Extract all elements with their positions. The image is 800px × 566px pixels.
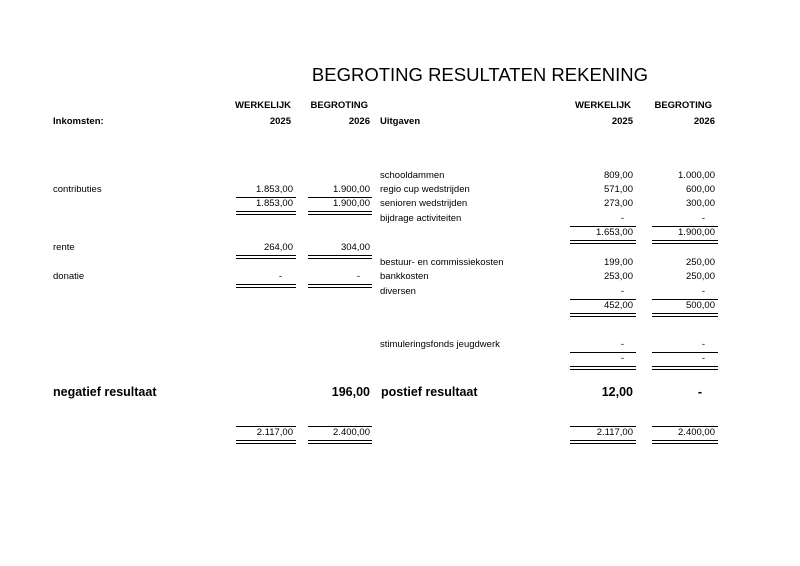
value-rente-begroting: 304,00 [340, 242, 370, 253]
value-schooldammen-werkelijk: 809,00 [603, 170, 633, 181]
header-begroting-left: BEGROTING [310, 100, 368, 111]
value-subtotal2-begroting: 500,00 [685, 300, 715, 311]
header-begroting-right: BEGROTING [654, 100, 712, 111]
double-underline [652, 366, 718, 370]
page-title: BEGROTING RESULTATEN REKENING [311, 64, 649, 85]
header-year-2025-right: 2025 [611, 116, 633, 127]
double-underline [570, 366, 636, 370]
double-underline [308, 440, 372, 444]
value-subtotal1-begroting: 1.900,00 [678, 227, 715, 238]
value-diversen-begroting: - [701, 286, 705, 297]
header-uitgaven: Uitgaven [380, 116, 421, 127]
value-subtotal3-werkelijk: - [620, 353, 624, 364]
value-bankkosten-werkelijk: 253,00 [603, 271, 633, 282]
value-stimulering-werkelijk: - [620, 339, 624, 350]
value-contributies-werkelijk: 1.853,00 [256, 184, 293, 195]
value-diversen-werkelijk: - [620, 286, 624, 297]
value-total-inkomsten-begroting: 2.400,00 [333, 427, 370, 438]
label-rente: rente [53, 242, 75, 253]
label-diversen: diversen [380, 286, 416, 297]
value-total-uitgaven-werkelijk: 2.117,00 [596, 427, 633, 438]
value-contributies-subtotal-werkelijk: 1.853,00 [256, 198, 293, 209]
value-donatie-werkelijk: - [278, 271, 282, 282]
double-underline [236, 284, 296, 288]
header-werkelijk-left: WERKELIJK [235, 100, 291, 111]
value-bijdrage-begroting: - [701, 213, 705, 224]
value-donatie-begroting: - [356, 271, 360, 282]
value-negatief-resultaat: 196,00 [331, 385, 370, 399]
double-underline [308, 211, 372, 215]
value-contributies-subtotal-begroting: 1.900,00 [333, 198, 370, 209]
value-total-uitgaven-begroting: 2.400,00 [678, 427, 715, 438]
label-bankkosten: bankkosten [380, 271, 429, 282]
label-schooldammen: schooldammen [380, 170, 445, 181]
double-underline [570, 440, 636, 444]
value-subtotal1-werkelijk: 1.653,00 [596, 227, 633, 238]
value-stimulering-begroting: - [701, 339, 705, 350]
header-werkelijk-right: WERKELIJK [575, 100, 631, 111]
value-rente-werkelijk: 264,00 [263, 242, 293, 253]
double-underline [236, 211, 296, 215]
value-bijdrage-werkelijk: - [620, 213, 624, 224]
header-year-2026-right: 2026 [693, 116, 715, 127]
value-bestuur-werkelijk: 199,00 [603, 257, 633, 268]
double-underline [652, 313, 718, 317]
value-senioren-begroting: 300,00 [685, 198, 715, 209]
value-senioren-werkelijk: 273,00 [603, 198, 633, 209]
double-underline [652, 240, 718, 244]
double-underline [308, 284, 372, 288]
header-year-2025-left: 2025 [269, 116, 291, 127]
value-subtotal3-begroting: - [701, 353, 705, 364]
label-negatief-resultaat: negatief resultaat [53, 385, 157, 399]
label-donatie: donatie [53, 271, 85, 282]
value-schooldammen-begroting: 1.000,00 [678, 170, 715, 181]
label-stimulering: stimuleringsfonds jeugdwerk [380, 339, 500, 350]
value-regio-cup-werkelijk: 571,00 [603, 184, 633, 195]
value-total-inkomsten-werkelijk: 2.117,00 [256, 427, 293, 438]
double-underline [236, 255, 296, 259]
label-positief-resultaat: postief resultaat [381, 385, 478, 399]
label-contributies: contributies [53, 184, 102, 195]
value-bestuur-begroting: 250,00 [685, 257, 715, 268]
value-positief-resultaat-werkelijk: 12,00 [601, 385, 633, 399]
label-regio-cup: regio cup wedstrijden [380, 184, 470, 195]
value-bankkosten-begroting: 250,00 [685, 271, 715, 282]
value-positief-resultaat-begroting: - [697, 385, 702, 399]
label-senioren: senioren wedstrijden [380, 198, 468, 209]
label-bijdrage: bijdrage activiteiten [380, 213, 462, 224]
double-underline [308, 255, 372, 259]
value-contributies-begroting: 1.900,00 [333, 184, 370, 195]
double-underline [570, 240, 636, 244]
double-underline [652, 440, 718, 444]
value-regio-cup-begroting: 600,00 [685, 184, 715, 195]
double-underline [570, 313, 636, 317]
header-inkomsten: Inkomsten: [53, 116, 104, 127]
header-year-2026-left: 2026 [348, 116, 370, 127]
double-underline [236, 440, 296, 444]
value-subtotal2-werkelijk: 452,00 [603, 300, 633, 311]
label-bestuur: bestuur- en commissiekosten [380, 257, 504, 268]
